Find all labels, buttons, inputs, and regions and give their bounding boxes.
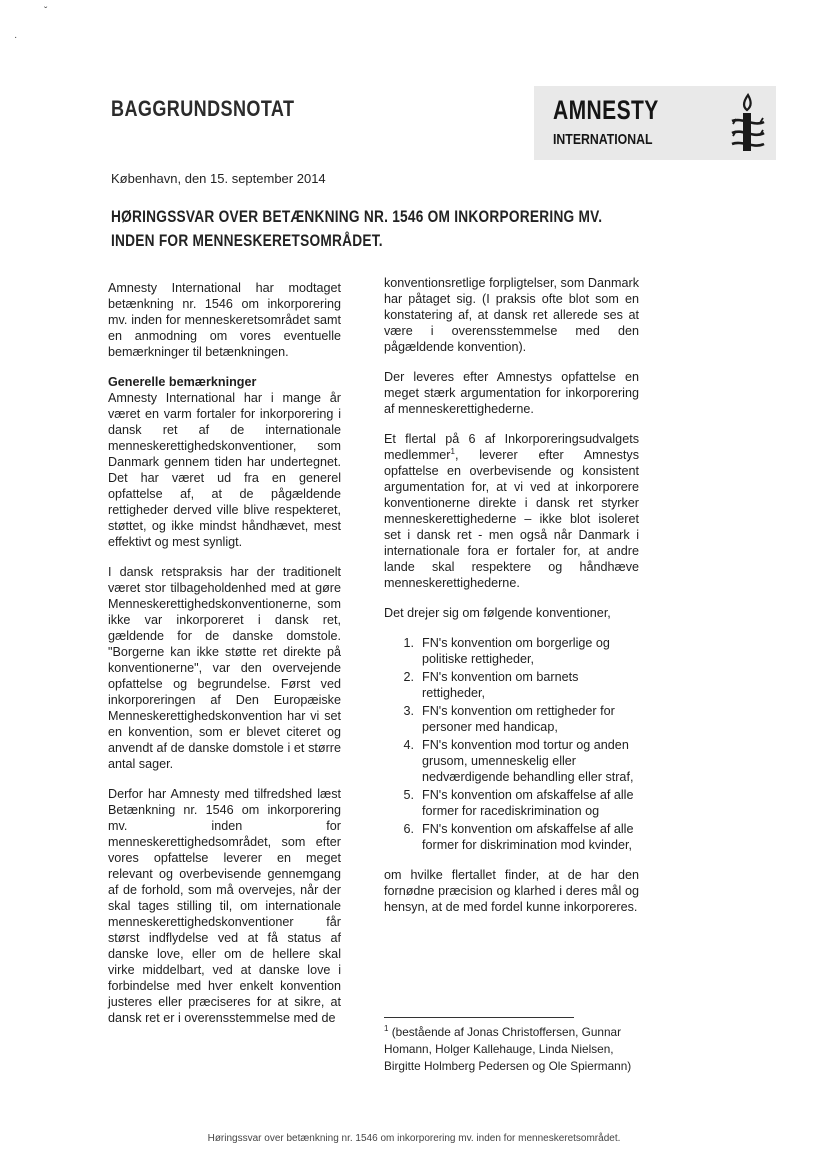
footnote-reference[interactable]: 1 — [450, 446, 455, 456]
majority-text: Et flertal på 6 af Inkorporeringsudvalgets medlemmer — [384, 432, 639, 462]
dateline: København, den 15. september 2014 — [111, 171, 326, 186]
argument-paragraph: Der leveres efter Amnestys opfattelse en meget stærk argumentation for inkorporering af menneskerettighederne. — [384, 370, 639, 416]
list-text: FN's konvention om borgerlige og politiske rettigheder, — [422, 636, 610, 666]
concerns-line: Det drejer sig om følgende konventioner, — [384, 606, 611, 620]
list-number: 1. — [403, 636, 414, 650]
candle-barbed-wire-icon — [724, 93, 770, 155]
continued-paragraph: konventionsretlige forpligtelser, som Danmark har påtaget sig. (I praksis ofte blot som en konstatering af, at dansk ret allerede ses at være i overensstemmelse med den pågældende konvention). — [384, 276, 639, 354]
footnote-divider — [384, 1017, 574, 1018]
section-heading: Generelle bemærkninger — [108, 375, 257, 389]
list-text: FN's konvention om afskaffelse af alle former for diskrimination mod kvinder, — [422, 822, 634, 852]
list-number: 3. — [403, 704, 414, 718]
practice-paragraph: I dansk retspraksis har der traditionelt været stor tilbageholdenhed med at gøre Menneskerettighedskonventionerne, som ikke var inkorporeret i dansk ret, gældende for de danske domstole. "Borgerne kan ikke støtte ret direkte på konventionerne", var den overvejende opfattelse og begrundelse. Først ved inkorporeringen af Den Europæiske Menneskerettighedskonvention har vi set en konvention, som er blevet citeret og anvendt af de danske domstole i et større antal sager. — [108, 565, 341, 771]
list-item — [384, 703, 639, 735]
footnote — [384, 1024, 644, 1075]
list-item — [384, 669, 639, 701]
general-remarks — [108, 374, 341, 550]
list-item — [384, 787, 639, 819]
list-text: FN's konvention om afskaffelse af alle former for racediskrimination og — [422, 788, 634, 818]
list-number: 5. — [403, 788, 414, 802]
majority-paragraph — [384, 431, 639, 591]
conclusion-paragraph: om hvilke flertallet finder, at de har den fornødne præcision og klarhed i deres mål og hensyn, at de med fordel kunne inkorporeres. — [384, 868, 639, 914]
logo-name: AMNESTY — [553, 95, 659, 125]
intro-paragraph: Amnesty International har modtaget betænkning nr. 1546 om inkorporering mv. inden for menneskeretsområdet samt en anmodning om vores eventuelle bemærkninger til betænkningen. — [108, 281, 341, 359]
majority-text: , leverer efter Amnestys opfattelse en overbevisende og konsistent argumentation for, at vi ved at inkorporere konventionerne direkte i dansk ret styrker menneskerettighederne – ikke blot isoleret set i dansk ret - men også når Danmark i internationale fora er fortaler for, at andre lande skal respektere og håndhæve menneskerettighederne. — [384, 448, 639, 590]
scan-mark: · — [14, 32, 18, 43]
logo-subtitle: INTERNATIONAL — [553, 131, 653, 148]
list-text: FN's konvention om barnets rettigheder, — [422, 670, 579, 700]
footnote-text: (bestående af Jonas Christoffersen, Gunnar Homann, Holger Kallehauge, Linda Nielsen, Birgitte Holmberg Pedersen og Ole Spiermann) — [384, 1025, 632, 1073]
list-number: 2. — [403, 670, 414, 684]
convention-list — [384, 635, 639, 853]
page-footer: Høringssvar over betænkning nr. 1546 om inkorporering mv. inden for menneskeretsområdet. — [207, 1133, 621, 1144]
document-title — [111, 205, 723, 253]
list-number: 6. — [403, 822, 414, 836]
list-item — [384, 635, 639, 667]
therefore-paragraph: Derfor har Amnesty med tilfredshed læst Betænkning nr. 1546 om inkorporering mv. inden for menneskerettighedsområdet, som efter vores opfattelse leverer en meget relevant og overbevisende gennemgang af de forhold, som må overvejes, når der skal tages stilling til, om internationale menneskerettighedskonventioner får størst indflydelse ved at få status af danske love, eller om de hellere skal virke middelbart, ved at danske love i forbindelse med hver enkelt konvention justeres eller præciseres for at sikre, at dansk ret er i overensstemmelse med de — [108, 787, 341, 1025]
title-line: INDEN FOR MENNESKERETSOMRÅDET. — [111, 231, 383, 250]
left-column — [108, 280, 341, 1040]
document-type: BAGGRUNDSNOTAT — [111, 96, 295, 121]
list-text: FN's konvention om rettigheder for personer med handicap, — [422, 704, 615, 734]
title-line: HØRINGSSVAR OVER BETÆNKNING NR. 1546 OM INKORPORERING MV. — [111, 207, 603, 226]
footnote-marker: 1 — [384, 1024, 389, 1034]
right-column — [384, 275, 639, 929]
list-item — [384, 737, 639, 785]
scan-mark: ˇ — [44, 6, 48, 17]
list-item — [384, 821, 639, 853]
list-text: FN's konvention mod tortur og anden grusom, umenneskelig eller nedværdigende behandling eller straf, — [422, 738, 634, 784]
list-number: 4. — [403, 738, 414, 752]
general-paragraph: Amnesty International har i mange år været en varm fortaler for inkorporering i dansk ret af de internationale menneskerettighedskonventioner, som Danmark gennem tiden har undertegnet. Det har været ud fra en generel opfattelse af, at de pågældende rettigheder derved ville blive respekteret, støttet, og ikke mindst håndhævet, mest effektivt og mest synligt. — [108, 391, 341, 549]
